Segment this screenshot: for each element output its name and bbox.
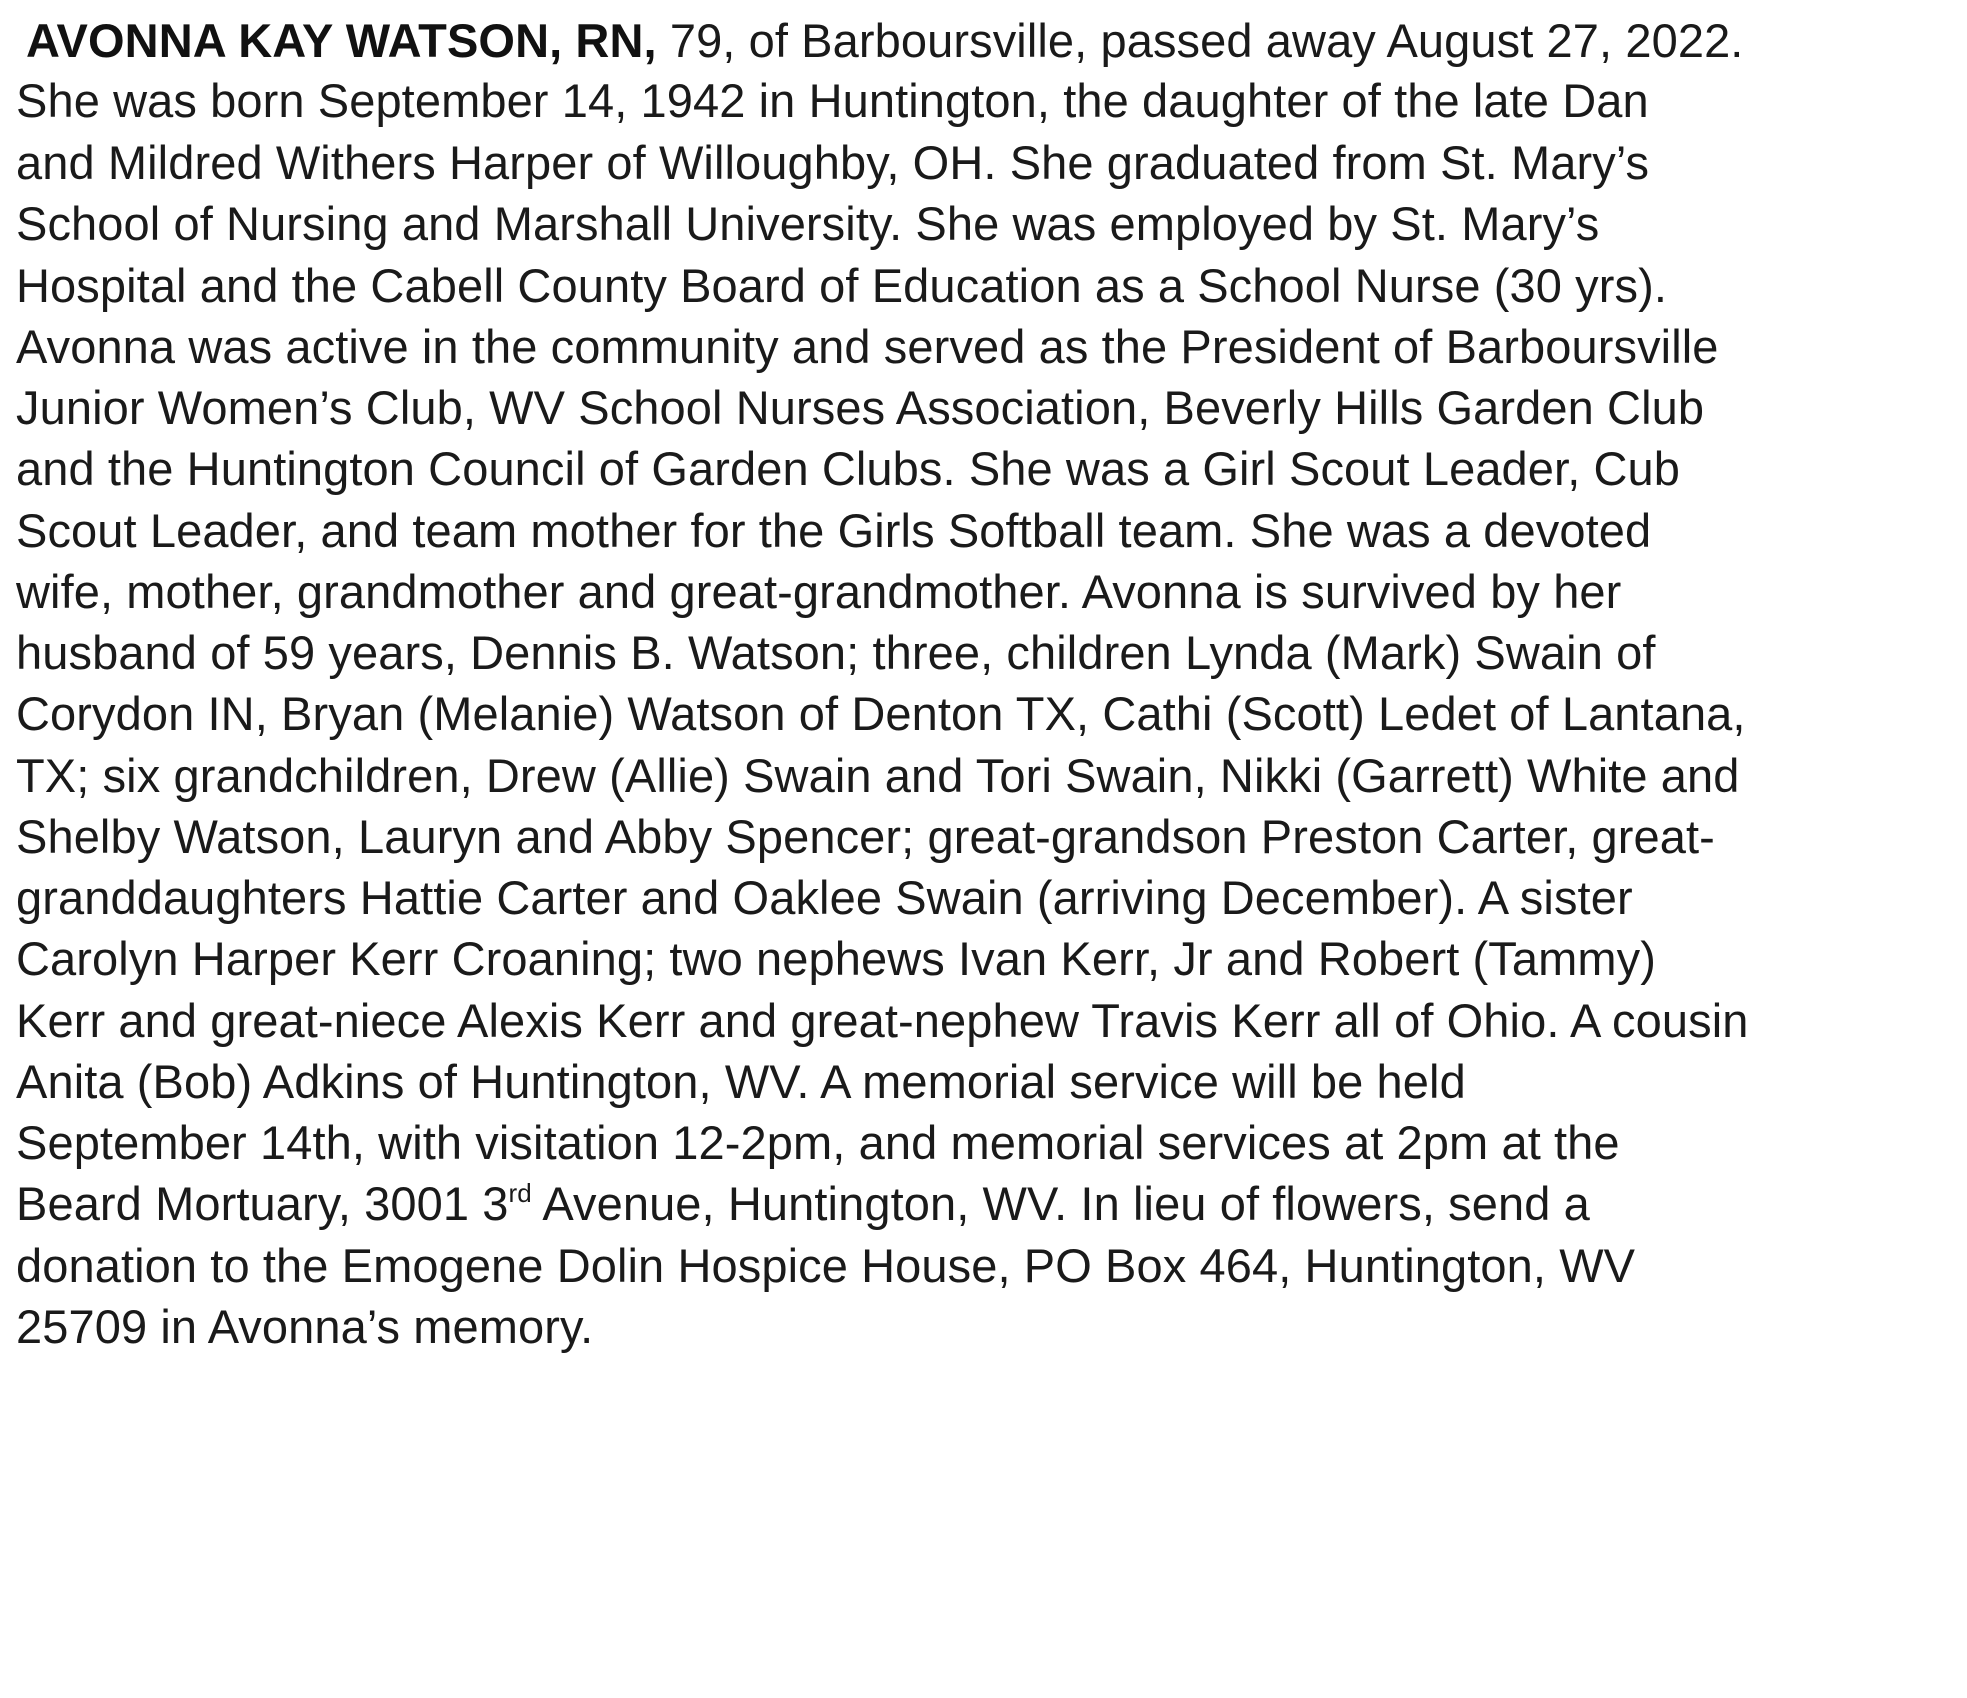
obituary-line-1-text: 79, of Barboursville, passed away August 27, 2022. [656,14,1744,67]
obituary-line-11: husband of 59 years, Dennis B. Watson; three, children Lynda (Mark) Swain of [16,626,1656,679]
decedent-name: AVONNA KAY WATSON, RN, [26,14,657,67]
obituary-line-21: donation to the Emogene Dolin Hospice House, PO Box 464, Huntington, WV [16,1239,1636,1292]
obituary-line-20-rest: Avenue, Huntington, WV. In lieu of flowers, send a [531,1177,1590,1230]
obituary-line-1 [26,14,1744,67]
obituary-line-7: Junior Women’s Club, WV School Nurses Association, Beverly Hills Garden Club [16,381,1705,434]
obituary-line-14: Shelby Watson, Lauryn and Abby Spencer; great-grandson Preston Carter, great- [16,810,1715,863]
obituary-line-12: Corydon IN, Bryan (Melanie) Watson of Denton TX, Cathi (Scott) Ledet of Lantana, [16,687,1746,740]
obituary-line-10: wife, mother, grandmother and great-grandmother. Avonna is survived by her [16,565,1622,618]
obituary-line-5: Hospital and the Cabell County Board of Education as a School Nurse (30 yrs). [16,259,1667,312]
obituary-line-15: granddaughters Hattie Carter and Oaklee Swain (arriving December). A sister [16,871,1633,924]
obituary-line-9: Scout Leader, and team mother for the Girls Softball team. She was a devoted [16,504,1652,557]
obituary-line-2: She was born September 14, 1942 in Huntington, the daughter of the late Dan [16,74,1649,127]
obituary-line-3: and Mildred Withers Harper of Willoughby, OH. She graduated from St. Mary’s [16,136,1650,189]
obituary-line-18: Anita (Bob) Adkins of Huntington, WV. A memorial service will be held [16,1055,1466,1108]
obituary-line-8: and the Huntington Council of Garden Clubs. She was a Girl Scout Leader, Cub [16,442,1681,495]
obituary-line-16: Carolyn Harper Kerr Croaning; two nephews Ivan Kerr, Jr and Robert (Tammy) [16,932,1656,985]
obituary-line-4: School of Nursing and Marshall University. She was employed by St. Mary’s [16,197,1600,250]
obituary-line-6: Avonna was active in the community and served as the President of Barboursville [16,320,1719,373]
obituary-line-20 [16,1177,1590,1230]
obituary-line-19: September 14th, with visitation 12-2pm, and memorial services at 2pm at the [16,1116,1620,1169]
obituary-line-13: TX; six grandchildren, Drew (Allie) Swain and Tori Swain, Nikki (Garrett) White and [16,749,1740,802]
ordinal-suffix: rd [508,1178,532,1208]
obituary-line-17: Kerr and great-niece Alexis Kerr and great-nephew Travis Kerr all of Ohio. A cousin [16,994,1749,1047]
obituary-line-22: 25709 in Avonna’s memory. [16,1300,594,1353]
obituary-line-20-text: Beard Mortuary, 3001 3 [16,1177,509,1230]
